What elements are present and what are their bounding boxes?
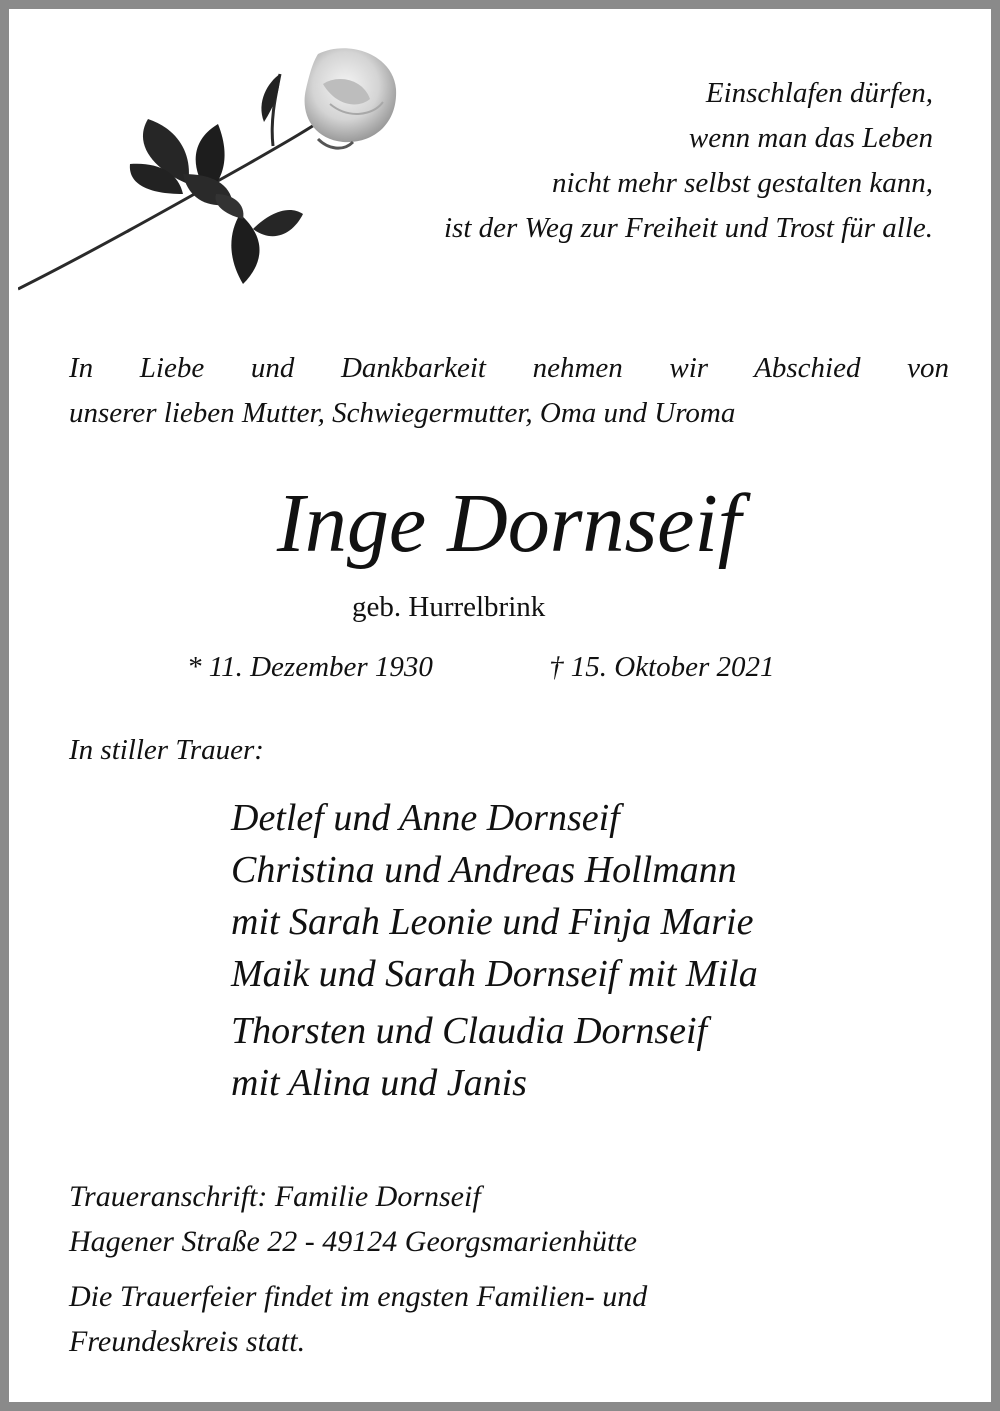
poem-line: nicht mehr selbst gestalten kann,	[552, 167, 933, 199]
life-dates	[187, 651, 775, 684]
deceased-name: Inge Dornseif	[276, 477, 742, 570]
address-line: Traueranschrift: Familie Dornseif	[69, 1180, 481, 1213]
intro-line: unserer lieben Mutter, Schwiegermutter, Oma und Uroma	[69, 397, 736, 429]
address-line: Hagener Straße 22 - 49124 Georgsmarienhütte	[69, 1225, 637, 1258]
intro-text	[69, 346, 949, 436]
mourner-line: Maik und Sarah Dornseif mit Mila	[231, 953, 758, 995]
mourner-line: mit Alina und Janis	[231, 1062, 527, 1104]
poem	[444, 71, 933, 251]
poem-line: ist der Weg zur Freiheit und Trost für alle.	[444, 212, 933, 244]
mourner-line: Christina und Andreas Hollmann	[231, 849, 737, 891]
poem-line: Einschlafen dürfen,	[705, 77, 933, 109]
mourner-line: mit Sarah Leonie und Finja Marie	[231, 901, 754, 943]
intro-line: In Liebe und Dankbarkeit nehmen wir Abschied von	[69, 352, 949, 384]
death-date: † 15. Oktober 2021	[549, 651, 775, 683]
ceremony-line: Die Trauerfeier findet im engsten Familien- und	[69, 1280, 648, 1313]
mourners-list	[231, 792, 758, 1109]
birth-date: * 11. Dezember 1930	[187, 651, 433, 683]
ceremony-note	[69, 1274, 647, 1364]
ceremony-line: Freundeskreis statt.	[69, 1325, 306, 1358]
mourners-label: In stiller Trauer:	[69, 734, 264, 766]
poem-line: wenn man das Leben	[688, 122, 933, 154]
birth-name: geb. Hurrelbrink	[352, 591, 546, 623]
rose-icon	[18, 44, 413, 304]
mourner-line: Detlef und Anne Dornseif	[231, 797, 620, 839]
mourner-line: Thorsten und Claudia Dornseif	[231, 1010, 708, 1052]
mourning-address	[69, 1174, 637, 1264]
